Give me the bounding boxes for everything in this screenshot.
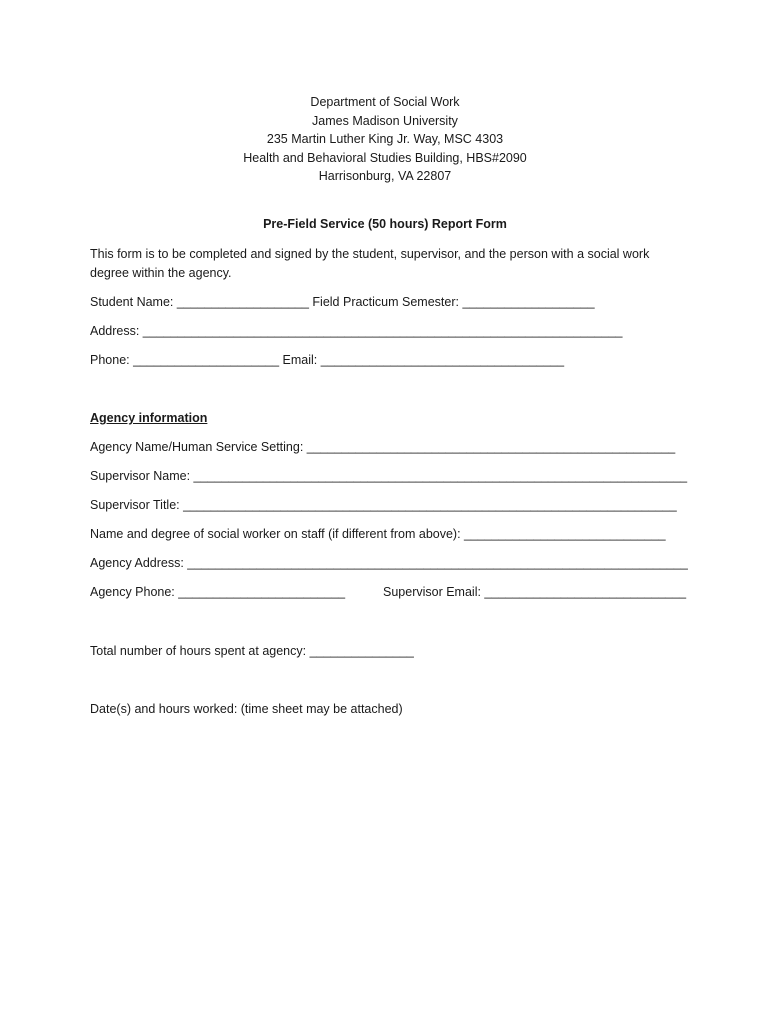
form-title: Pre-Field Service (50 hours) Report Form (263, 217, 507, 231)
agency-information-heading: Agency information (90, 411, 208, 425)
agency-phone-line: Agency Phone: ________________________ (90, 585, 346, 599)
address-line: Address: _____________________________________________________________________ (90, 324, 623, 338)
university-name: James Madison University (312, 113, 458, 128)
supervisor-email-line: Supervisor Email: _____________________________ (383, 585, 687, 599)
supervisor-name-line: Supervisor Name: _______________________________________________________________________ (90, 469, 688, 483)
supervisor-title-line: Supervisor Title: _______________________________________________________________________ (90, 498, 677, 512)
phone-email-line: Phone: _____________________ Email: ___________________________________ (90, 353, 565, 367)
department-name: Department of Social Work (310, 95, 460, 109)
total-hours-line: Total number of hours spent at agency: _______________ (90, 644, 414, 658)
agency-name-line: Agency Name/Human Service Setting: _____________________________________________________ (90, 440, 676, 454)
intro-paragraph: This form is to be completed and signed by the student, supervisor, and the person with a social work degree within the agency. (90, 247, 650, 280)
social-worker-line: Name and degree of social worker on staff (if different from above): _____________________________ (90, 527, 666, 541)
agency-address-line: Agency Address: ________________________________________________________________________ (90, 556, 688, 570)
street-address: 235 Martin Luther King Jr. Way, MSC 4303 (266, 132, 504, 147)
dates-hours-line: Date(s) and hours worked: (time sheet may be attached) (90, 702, 403, 716)
city-state-zip: Harrisonburg, VA 22807 (318, 169, 452, 184)
student-info-line: Student Name: ___________________ Field Practicum Semester: ___________________ (90, 295, 595, 309)
building-name: Health and Behavioral Studies Building, HBS#2090 (243, 150, 527, 165)
letterhead (0, 93, 770, 186)
